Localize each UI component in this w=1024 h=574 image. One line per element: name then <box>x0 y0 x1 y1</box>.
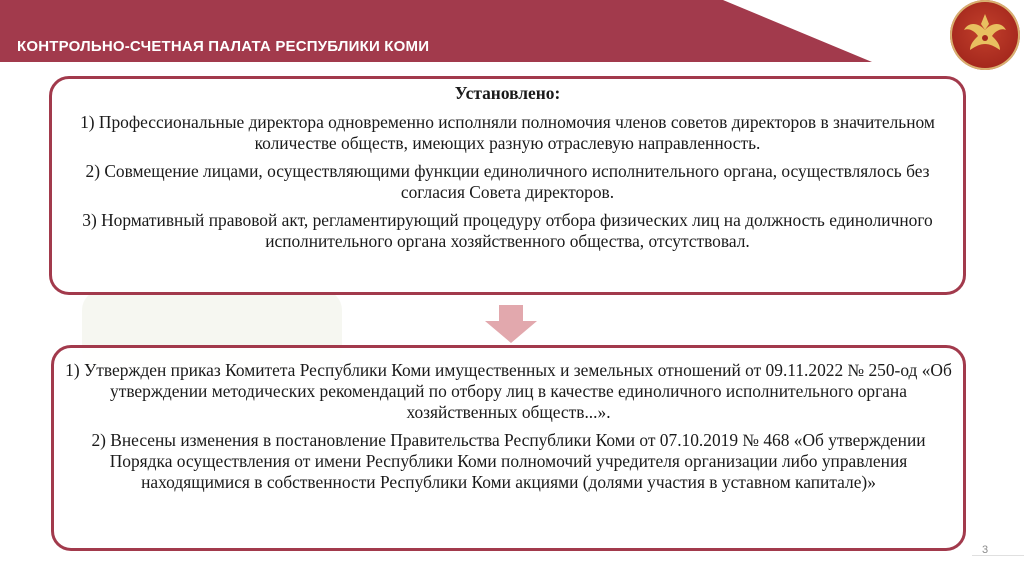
measure-item: 1) Утвержден приказ Комитета Республики Коми имущественных и земельных отношений от 09.11.2022 № 250-од «Об утверждении методических рекомендаций по отбору лиц в качестве единоличного исполнительного органа хозяйственных обществ...». <box>65 360 952 422</box>
komi-emblem-icon <box>950 0 1020 70</box>
findings-title: Установлено: <box>454 83 561 103</box>
page-title: КОНТРОЛЬНО-СЧЕТНАЯ ПАЛАТА РЕСПУБЛИКИ КОМИ <box>17 38 430 55</box>
page-number: 3 <box>982 544 989 556</box>
finding-item: 2) Совмещение лицами, осуществляющими функции единоличного исполнительного органа, осуществлялось без согласия Совета директоров. <box>85 161 930 202</box>
measures-box <box>51 345 966 551</box>
finding-item: 1) Профессиональные директора одновременно исполняли полномочия членов советов директоров в значительном количестве обществ, имеющих разную отраслевую направленность. <box>80 112 935 153</box>
finding-item: 3) Нормативный правовой акт, регламентирующий процедуру отбора физических лиц на должность единоличного исполнительного органа хозяйственного общества, отсутствовал. <box>82 210 933 251</box>
footer-line <box>972 555 1024 556</box>
measure-item: 2) Внесены изменения в постановление Правительства Республики Коми от 07.10.2019 № 468 «Об утверждении Порядка осуществления от имени Республики Коми полномочий учредителя организации либо управления находящимися в собственности Республики Коми акциями (долями участия в уставном капитале)» <box>91 430 926 492</box>
down-arrow-icon <box>485 305 537 343</box>
findings-box <box>49 76 966 295</box>
